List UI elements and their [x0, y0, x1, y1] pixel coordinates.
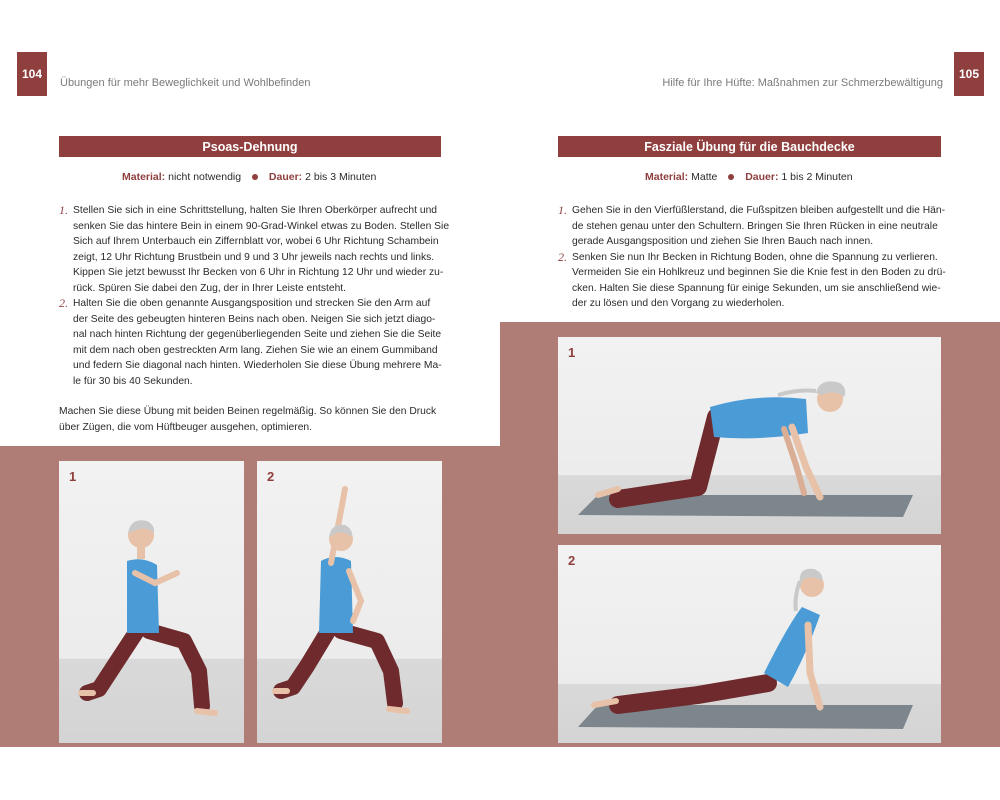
step-item	[558, 250, 948, 312]
text-line: über Zügen, die vom Hüftbeuger ausgehen, optimieren.	[59, 421, 313, 433]
page-number-left: 104	[17, 52, 47, 96]
step-number: 2.	[558, 249, 567, 264]
text-line: der Seite des gebeugten hinteren Beins nach oben. Neigen Sie sich jetzt diago-	[73, 313, 436, 325]
section-title-fascia: Fasziale Übung für die Bauchdecke	[558, 136, 941, 157]
woman-cobra-figure	[558, 545, 941, 743]
text-line: Kippen Sie jetzt bewusst Ihr Becken von 6 Uhr in Richtung 12 Uhr und wieder zu-	[73, 267, 444, 278]
material-value: Matte	[691, 171, 718, 183]
material-info-left	[122, 171, 376, 183]
text-line: Stellen Sie sich in eine Schrittstellung, halten Sie Ihren Oberkörper aufrecht und	[73, 205, 438, 216]
text-line: gerade Ausgangsposition und ziehen Sie Ihren Bauch nach innen.	[572, 236, 874, 247]
text-line: le für 30 bis 40 Sekunden.	[73, 375, 193, 387]
instructions-right	[558, 203, 948, 312]
duration-label: Dauer:	[745, 171, 779, 183]
photo-label: 2	[568, 553, 576, 568]
running-head-right: Hilfe für Ihre Hüfte: Maßnahmen zur Schmerzbewältigung	[662, 77, 943, 89]
step-number: 1.	[59, 203, 68, 217]
running-head-left: Übungen für mehr Beweglichkeit und Wohlbefinden	[60, 77, 311, 89]
step-item	[59, 203, 450, 296]
exercise-photo-fascia-1	[558, 337, 941, 534]
photo-label: 1	[568, 345, 576, 360]
step-item	[59, 296, 444, 389]
step-number: 2.	[59, 296, 68, 310]
text-line: de stehen genau unter den Schultern. Bringen Sie Ihren Rücken in eine neutrale	[572, 220, 938, 232]
text-line: nal nach hinten Richtung der gegenüberliegenden Seite und ziehen Sie die Seite	[73, 329, 442, 340]
duration-value: 1 bis 2 Minuten	[781, 171, 853, 183]
page-number-right: 105	[954, 52, 984, 96]
closing-paragraph	[59, 404, 444, 435]
material-label: Material:	[122, 171, 166, 183]
material-label: Material:	[645, 171, 689, 183]
instructions-left	[59, 203, 450, 389]
bullet-dot	[728, 174, 734, 180]
text-line: rück. Spüren Sie dabei den Zug, der in Ihrer Leiste entsteht.	[73, 282, 347, 294]
exercise-photo-psoas-2	[257, 461, 442, 743]
section-title-psoas: Psoas-Dehnung	[59, 136, 441, 157]
text-line: Vermeiden Sie ein Hohlkreuz und beginnen Sie die Knie fest in den Boden zu drü-	[572, 267, 946, 278]
step-item	[558, 203, 948, 250]
text-line: Halten Sie die oben genannte Ausgangsposition und strecken Sie den Arm auf	[73, 298, 431, 309]
text-line: zeigt, 12 Uhr Richtung Brustbein und 9 und 3 Uhr jeweils nach rechts und links.	[73, 251, 435, 263]
text-line: der zu lösen und den Vorgang zu wiederholen.	[572, 298, 785, 309]
duration-label: Dauer:	[268, 171, 303, 183]
photo-label: 1	[69, 469, 77, 484]
bullet-dot	[252, 174, 258, 180]
step-number: 1.	[558, 203, 567, 217]
woman-all-fours-figure	[558, 337, 941, 534]
material-info-right	[645, 171, 853, 183]
text-line: cken. Halten Sie diese Spannung für einige Sekunden, um sie anschließend wie-	[572, 282, 941, 294]
text-line: mit dem nach oben gestreckten Arm lang. Ziehen Sie wie an einem Gummiband	[73, 344, 438, 356]
text-line: senken Sie das hintere Bein in einem 90-Grad-Winkel etwas zu Boden. Stellen Sie	[73, 220, 450, 232]
text-line: Senken Sie nun Ihr Becken in Richtung Boden, ohne die Spannung zu verlieren.	[572, 251, 938, 263]
photo-label: 2	[267, 469, 275, 484]
text-line: Machen Sie diese Übung mit beiden Beinen regelmäßig. So können Sie den Druck	[59, 406, 437, 417]
exercise-photo-fascia-2	[558, 545, 941, 743]
woman-lunge-figure	[59, 461, 244, 743]
text-line: und federn Sie diagonal nach hinten. Wiederholen Sie diese Übung mehrere Ma-	[73, 360, 442, 371]
text-line: Gehen Sie in den Vierfüßlerstand, die Fußspitzen bleiben aufgestellt und die Hän-	[572, 205, 946, 216]
material-value: nicht notwendig	[168, 171, 242, 183]
woman-lunge-arm-raised-figure	[257, 461, 442, 743]
exercise-photo-psoas-1	[59, 461, 244, 743]
duration-value: 2 bis 3 Minuten	[305, 171, 377, 183]
text-line: Sich auf Ihrem Unterbauch ein Ziffernblatt vor, wobei 6 Uhr Richtung Schambein	[73, 236, 439, 247]
